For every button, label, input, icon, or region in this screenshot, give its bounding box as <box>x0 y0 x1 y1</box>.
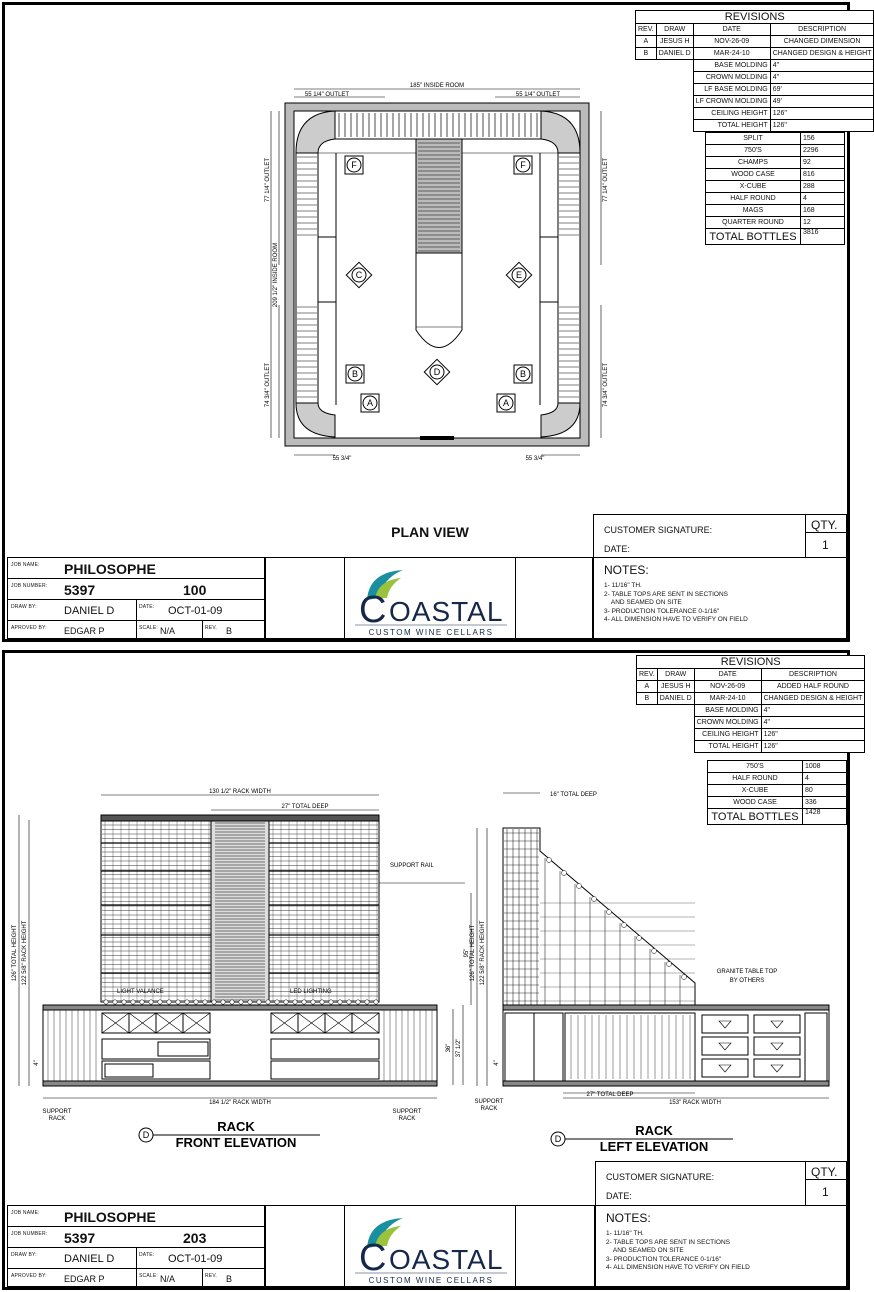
dim-side-top-right: 77 1/4" OUTLET <box>603 157 609 203</box>
qty-value: 1 <box>822 538 829 552</box>
svg-text:B: B <box>351 369 359 379</box>
section-marker <box>345 156 363 174</box>
job-name-label: JOB NAME: <box>11 562 40 568</box>
dim-side-bottom-right: 74 3/4" OUTLET <box>603 362 609 408</box>
front-bottom-width: 184 1/2" RACK WIDTH <box>209 1100 271 1106</box>
front-total-height: 126" TOTAL HEIGHT <box>12 924 18 982</box>
bottle-row: X-CUBE 288 <box>706 181 845 193</box>
draw-by: DANIEL D <box>64 605 115 617</box>
svg-text:A: A <box>366 398 374 408</box>
front-h36: 36" <box>446 1043 452 1053</box>
scale-value: N/A <box>160 626 176 636</box>
left-rack-width: 153" RACK WIDTH <box>669 1100 721 1106</box>
draw-by-2: DANIEL D <box>64 1253 115 1265</box>
section-marker <box>346 365 364 383</box>
left-total-height: 126" TOTAL HEIGHT <box>470 924 476 982</box>
notes-block: NOTES: 1- 11/16" TH. 2- TABLE TOPS ARE SENT IN SECTIONS AND SEAMED ON SITE 3- PRODUCTION TOLERANCE 0-1/16" 4- ALL DIMENSION HAVE TO VERIFY ON FIELD <box>593 557 847 639</box>
bottle-row: WOOD CASE 336 <box>708 797 847 809</box>
dim-side-bottom-left: 74 3/4" OUTLET <box>265 362 271 408</box>
dim-inside-room-vertical: 209 1/2" INSIDE ROOM <box>273 242 279 308</box>
page-number-2: 203 <box>183 1230 207 1246</box>
dim-outlet-right: 55 1/4" OUTLET <box>515 92 561 98</box>
svg-text:OASTAL: OASTAL <box>389 596 504 627</box>
bottle-row: MAGS 168 <box>706 205 845 217</box>
job-number-2: 5397 <box>64 1230 96 1246</box>
company-logo-2 <box>344 1206 516 1286</box>
front-title-2: FRONT ELEVATION <box>175 1135 297 1150</box>
spec-row: CROWN MOLDING 4" <box>637 717 865 729</box>
qty-value-2: 1 <box>822 1185 829 1199</box>
company-logo <box>344 558 516 638</box>
bottle-count-table <box>705 132 845 245</box>
dim-inside-room: 185" INSIDE ROOM <box>409 83 465 89</box>
job-number-label: JOB NUMBER: <box>11 583 48 589</box>
date-label: DATE: <box>604 544 630 554</box>
spec-row: CEILING HEIGHT 126" <box>637 729 865 741</box>
rev-header: DESCRIPTION <box>770 24 874 36</box>
support-rack-left-elev: SUPPORT RACK <box>474 1099 504 1112</box>
scale-label-2: SCALE: <box>139 1273 158 1279</box>
section-marker <box>514 365 532 383</box>
revisions-title: REVISIONS <box>637 656 865 669</box>
scale-value-2: N/A <box>160 1274 176 1284</box>
job-number-label-2: JOB NUMBER: <box>11 1231 48 1237</box>
approved-label-2: APROVED BY: <box>11 1273 47 1279</box>
bottle-row: WOOD CASE 816 <box>706 169 845 181</box>
front-h4: 4" <box>34 1060 40 1066</box>
bottle-row: 750'S 2296 <box>706 145 845 157</box>
led-lighting-label: LED LIGHTING <box>290 989 332 995</box>
rev-value: B <box>226 626 233 636</box>
rev-label: REV. <box>205 625 218 631</box>
front-total-deep: 27" TOTAL DEEP <box>281 804 329 810</box>
approved-by-2: EDGAR P <box>64 1274 105 1284</box>
revisions-table <box>635 10 874 132</box>
logo-block-2 <box>265 1205 595 1287</box>
date-label-job-2: DATE: <box>139 1252 155 1258</box>
rev-header: REV. <box>636 24 657 36</box>
section-marker <box>361 394 379 412</box>
rev-row: A JESUS H NOV-26-09 ADDED HALF ROUND <box>637 681 865 693</box>
front-title-1: RACK <box>217 1119 255 1134</box>
svg-text:CUSTOM WINE CELLARS: CUSTOM WINE CELLARS <box>368 1276 494 1285</box>
draw-by-label: DRAW BY: <box>11 604 37 610</box>
front-rack-width: 130 1/2" RACK WIDTH <box>209 789 271 795</box>
front-marker: D <box>142 1130 150 1140</box>
svg-text:CUSTOM WINE CELLARS: CUSTOM WINE CELLARS <box>368 628 494 637</box>
job-date: OCT-01-09 <box>168 605 223 617</box>
left-deep-27: 27" TOTAL DEEP <box>586 1092 634 1098</box>
draw-by-label-2: DRAW BY: <box>11 1252 37 1258</box>
signature-label: CUSTOMER SIGNATURE: <box>604 525 713 535</box>
signature-box-2 <box>595 1161 847 1206</box>
svg-text:D: D <box>433 367 441 377</box>
svg-text:F: F <box>520 160 526 170</box>
spec-row: BASE MOLDING 4" <box>636 60 874 72</box>
job-name-label-2: JOB NAME: <box>11 1210 40 1216</box>
total-bottles-row: TOTAL BOTTLES 3816 <box>706 229 845 245</box>
svg-text:A: A <box>502 398 510 408</box>
date-label-2: DATE: <box>606 1191 632 1201</box>
bottle-row: CHAMPS 92 <box>706 157 845 169</box>
left-title-1: RACK <box>635 1123 673 1138</box>
bottle-row: SPLIT 156 <box>706 133 845 145</box>
approved-by: EDGAR P <box>64 626 105 636</box>
bottle-count-table-2 <box>707 760 847 825</box>
rev-header: DATE <box>694 669 761 681</box>
spec-row: TOTAL HEIGHT 126" <box>636 120 874 132</box>
rev-header: DATE <box>693 24 770 36</box>
svg-text:E: E <box>515 270 523 280</box>
scale-label: SCALE: <box>139 625 158 631</box>
signature-label-2: CUSTOMER SIGNATURE: <box>606 1172 715 1182</box>
spec-row: LF CROWN MOLDING 49' <box>636 96 874 108</box>
svg-text:C: C <box>359 589 387 631</box>
rev-header: DRAW <box>657 669 694 681</box>
spec-row: TOTAL HEIGHT 126" <box>637 741 865 753</box>
support-rack-right: SUPPORT RACK <box>392 1109 422 1122</box>
job-number: 5397 <box>64 582 96 598</box>
rev-row: B DANIEL D MAR-24-10 CHANGED DESIGN & HEIGHT <box>637 693 865 705</box>
job-date-2: OCT-01-09 <box>168 1253 223 1265</box>
svg-text:C: C <box>355 270 363 280</box>
elevation-sheet <box>2 650 863 1290</box>
notes-title-2: NOTES: <box>606 1211 651 1225</box>
support-rack-left: SUPPORT RACK <box>42 1109 72 1122</box>
bottle-row: 750'S 1008 <box>708 761 847 773</box>
rev-header: DRAW <box>656 24 693 36</box>
dim-bottom-left: 55 3/4" <box>332 456 352 462</box>
support-rail-label: SUPPORT RAIL <box>390 863 434 869</box>
plan-view-sheet <box>2 2 872 642</box>
dim-side-top-left: 77 1/4" OUTLET <box>265 157 271 203</box>
page-number: 100 <box>183 582 207 598</box>
spec-row: CROWN MOLDING 4" <box>636 72 874 84</box>
left-h95: 95" <box>464 948 470 958</box>
granite-label: GRANITE TABLE TOP BY OTHERS <box>716 969 778 984</box>
job-info-block <box>7 557 265 639</box>
bottle-row: HALF ROUND 4 <box>708 773 847 785</box>
signature-box <box>593 514 847 559</box>
rev-header: DESCRIPTION <box>761 669 865 681</box>
left-total-deep-top: 16" TOTAL DEEP <box>550 792 597 798</box>
bottle-row: HALF ROUND 4 <box>706 193 845 205</box>
left-h4: 4" <box>494 1060 500 1066</box>
front-rack-height: 122 5/8" RACK HEIGHT <box>22 920 28 986</box>
left-title-2: LEFT ELEVATION <box>599 1139 709 1154</box>
logo-block <box>265 557 593 639</box>
job-name: PHILOSOPHE <box>64 561 156 577</box>
bottle-row: QUARTER ROUND 12 <box>706 217 845 229</box>
qty-label: QTY. <box>811 518 838 532</box>
bottle-row: X-CUBE 80 <box>708 785 847 797</box>
spec-row: BASE MOLDING 4" <box>637 705 865 717</box>
job-info-block-2 <box>7 1205 265 1287</box>
date-label-job: DATE: <box>139 604 155 610</box>
notes-title: NOTES: <box>604 563 649 577</box>
spec-row: CEILING HEIGHT 126" <box>636 108 874 120</box>
spec-row: LF BASE MOLDING 69' <box>636 84 874 96</box>
rev-value-2: B <box>226 1274 233 1284</box>
svg-text:OASTAL: OASTAL <box>389 1244 504 1275</box>
front-h37: 37 1/2" <box>456 1038 462 1058</box>
rev-label-2: REV. <box>205 1273 218 1279</box>
total-bottles-row: TOTAL BOTTLES 1428 <box>708 809 847 825</box>
section-marker <box>497 394 515 412</box>
rev-header: REV. <box>637 669 658 681</box>
svg-text:B: B <box>519 369 527 379</box>
svg-text:F: F <box>351 160 357 170</box>
light-valance-label: LIGHT VALANCE <box>117 989 164 995</box>
rev-row: A JESUS H NOV-26-09 CHANGED DIMENSION <box>636 36 874 48</box>
notes-block-2: NOTES: 1- 11/16" TH. 2- TABLE TOPS ARE SENT IN SECTIONS AND SEAMED ON SITE 3- PRODUCTION TOLERANCE 0-1/16" 4- ALL DIMENSION HAVE TO VERIFY ON FIELD <box>595 1205 847 1287</box>
section-marker <box>514 156 532 174</box>
svg-text:C: C <box>359 1237 387 1279</box>
dim-bottom-right: 55 3/4" <box>525 456 545 462</box>
view-title: PLAN VIEW <box>391 524 469 540</box>
left-marker: D <box>554 1134 562 1144</box>
job-name-2: PHILOSOPHE <box>64 1209 156 1225</box>
rev-row: B DANIEL D MAR-24-10 CHANGED DESIGN & HEIGHT <box>636 48 874 60</box>
revisions-title: REVISIONS <box>636 11 874 24</box>
qty-label-2: QTY. <box>811 1165 838 1179</box>
approved-label: APROVED BY: <box>11 625 47 631</box>
left-rack-height: 122 5/8" RACK HEIGHT <box>480 920 486 986</box>
dim-outlet-left: 55 1/4" OUTLET <box>304 92 350 98</box>
revisions-table-2 <box>636 655 865 753</box>
